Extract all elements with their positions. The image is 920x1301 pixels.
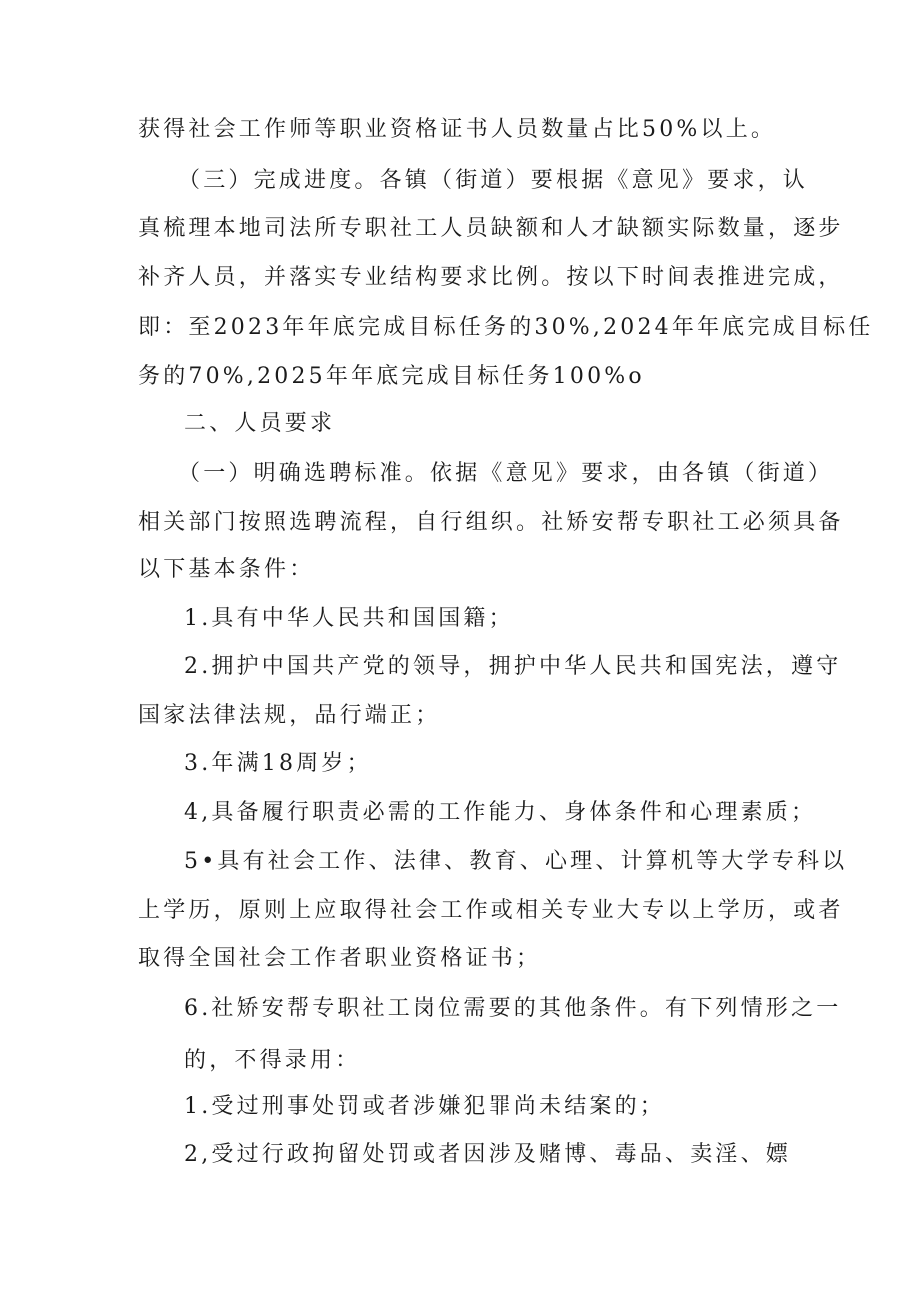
exclusion-1: 1.受过刑事处罚或者涉嫌犯罪尚未结案的； bbox=[184, 1094, 665, 1119]
text-line-13: 国家法律法规，品行端正； bbox=[138, 703, 441, 728]
section-heading-personnel: 二、人员要求 bbox=[184, 411, 336, 436]
section-1-standards: （一）明确选聘标准。依据《意见》要求，由各镇（街道） bbox=[178, 461, 834, 486]
text-line-18: 取得全国社会工作者职业资格证书； bbox=[138, 946, 542, 971]
section-3-progress: （三）完成进度。各镇（街道）要根据《意见》要求，认 bbox=[178, 168, 809, 193]
text-line-1: 获得社会工作师等职业资格证书人员数量占比50%以上。 bbox=[138, 117, 777, 142]
condition-2: 2.拥护中国共产党的领导，拥护中华人民共和国宪法，遵守 bbox=[184, 654, 842, 679]
condition-4: 4,具备履行职责必需的工作能力、身体条件和心理素质； bbox=[184, 800, 817, 825]
text-line-4: 补齐人员，并落实专业结构要求比例。按以下时间表推进完成， bbox=[138, 265, 844, 290]
text-line-20: 的，不得录用： bbox=[184, 1048, 361, 1073]
text-line-9: 相关部门按照选聘流程，自行组织。社矫安帮专职社工必须具备 bbox=[138, 510, 844, 535]
text-line-10: 以下基本条件： bbox=[138, 557, 315, 582]
condition-1: 1.具有中华人民共和国国籍； bbox=[184, 606, 514, 631]
condition-5: 5•具有社会工作、法律、教育、心理、计算机等大学专科以 bbox=[184, 849, 848, 874]
text-line-17: 上学历，原则上应取得社会工作或相关专业大专以上学历，或者 bbox=[138, 898, 844, 923]
text-line-3: 真梳理本地司法所专职社工人员缺额和人才缺额实际数量，逐步 bbox=[138, 216, 844, 241]
text-line-6: 务的70%,2025年年底完成目标任务100%o bbox=[138, 364, 645, 389]
exclusion-2: 2,受过行政拘留处罚或者因涉及赌博、毒品、卖淫、嫖 bbox=[184, 1142, 791, 1167]
text-line-5: 即：至2023年年底完成目标任务的30%,2024年年底完成目标任 bbox=[138, 315, 874, 340]
condition-3: 3.年满18周岁； bbox=[184, 751, 372, 776]
condition-6: 6.社矫安帮专职社工岗位需要的其他条件。有下列情形之一 bbox=[184, 996, 842, 1021]
